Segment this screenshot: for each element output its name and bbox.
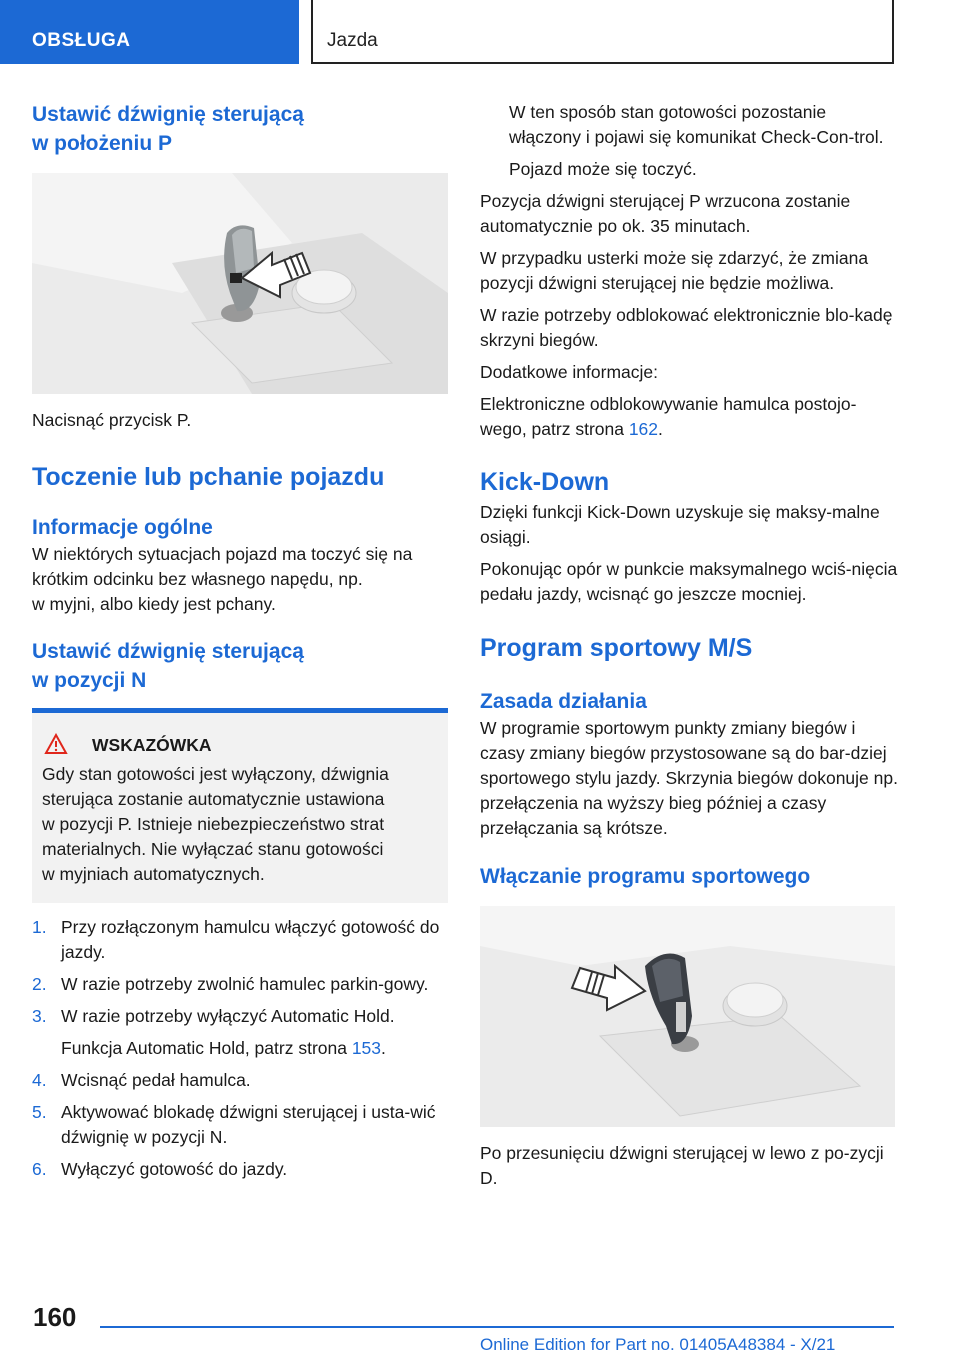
heading-set-n: Ustawić dźwignię sterującą w pozycji N (32, 640, 304, 692)
kick-down-text-2: Pokonując opór w punkcie maksymalnego wciś‐nięcia pedału jazdy, wcisnąć go jeszcze mocniej. (480, 559, 898, 604)
page-number: 160 (33, 1302, 77, 1332)
paragraph-more-info: Dodatkowe informacje: (480, 362, 658, 382)
warning-text: Gdy stan gotowości jest wyłączony, dźwignia sterująca zostanie automatycznie ustawiona w pozycji P. Istnieje niebezpieczeństwo strat materialnych. Nie wyłączać stanu gotowości w myjniach automatycznych. (42, 764, 389, 884)
page-link-153[interactable]: 153 (351, 1038, 382, 1058)
heading-rolling: Toczenie lub pchanie pojazdu (32, 463, 385, 491)
right-column (480, 100, 898, 1191)
warning-icon (44, 733, 68, 755)
page-link-162[interactable]: 162 (628, 419, 659, 439)
list-item: 4. Wcisnąć pedał hamulca. (32, 1070, 251, 1090)
list-item: 3. W razie potrzeby wyłączyć Automatic Hold. (32, 1006, 395, 1026)
gear-selector-p-image (32, 173, 448, 394)
heading-kick-down: Kick-Down (480, 468, 610, 496)
footer-divider (100, 1326, 894, 1328)
chapter-title: Jazda (327, 30, 378, 51)
paragraph-electronic-release: Elektroniczne odblokowywanie hamulca postojo‐wego, patrz strona 162. (480, 394, 857, 439)
chapter-tab (311, 0, 894, 64)
section-tab (0, 0, 299, 64)
heading-general-info: Informacje ogólne (32, 516, 213, 539)
general-info-text: W niektórych sytuacjach pojazd ma toczyć się na krótkim odcinku bez własnego napędu, np. w myjni, albo kiedy jest pchany. (32, 544, 413, 614)
list-item: 6. Wyłączyć gotowość do jazdy. (32, 1159, 288, 1179)
section-title: OBSŁUGA (32, 30, 131, 51)
caption-move-left: Po przesunięciu dźwigni sterującej w lewo z po‐zycji D. (480, 1143, 884, 1188)
caption-press-p: Nacisnąć przycisk P. (32, 410, 192, 430)
warning-title: WSKAZÓWKA (92, 735, 212, 755)
list-item: 1. Przy rozłączonym hamulcu włączyć gotowość do jazdy. (32, 917, 440, 962)
warning-box (32, 708, 448, 903)
heading-enable-sport: Włączanie programu sportowego (480, 865, 811, 888)
list-item: 2. W razie potrzeby zwolnić hamulec parkin‐gowy. (32, 974, 429, 994)
heading-set-p: Ustawić dźwignię sterującą w położeniu P (32, 103, 304, 155)
left-column (32, 100, 448, 1182)
list-item: 5. Aktywować blokadę dźwigni sterującej i usta‐wić dźwignię w pozycji N. (32, 1102, 436, 1147)
paragraph-auto-p: Pozycja dźwigni sterującej P wrzucona zostanie automatycznie po ok. 35 minutach. (480, 191, 851, 236)
continued-text: W ten sposób stan gotowości pozostanie włączony i pojawi się komunikat Check-Con‐trol. (509, 102, 884, 147)
heading-principle: Zasada działania (480, 690, 647, 713)
list-item-sub: Funkcja Automatic Hold, patrz strona 153. (61, 1038, 386, 1058)
continued-text-2: Pojazd może się toczyć. (509, 159, 697, 179)
steps-list (32, 915, 448, 1182)
principle-text: W programie sportowym punkty zmiany biegów i czasy zmiany biegów przystosowane są do bar‐dziej sportowego stylu jazdy. Skrzynia biegów dokonuje np. przełączenia na wyższy bieg później a czasy przełączania są krótsze. (480, 718, 898, 838)
gear-selector-sport-image (480, 906, 895, 1127)
kick-down-text-1: Dzięki funkcji Kick-Down uzyskuje się maksy‐malne osiągi. (480, 502, 880, 547)
footer-edition: Online Edition for Part no. 01405A48384 - X/21 (480, 1335, 836, 1354)
paragraph-unlock: W razie potrzeby odblokować elektronicznie blo‐kadę skrzyni biegów. (480, 305, 893, 350)
paragraph-fault: W przypadku usterki może się zdarzyć, że zmiana pozycji dźwigni sterującej nie będzie możliwa. (480, 248, 869, 293)
heading-sport-program: Program sportowy M/S (480, 634, 753, 662)
